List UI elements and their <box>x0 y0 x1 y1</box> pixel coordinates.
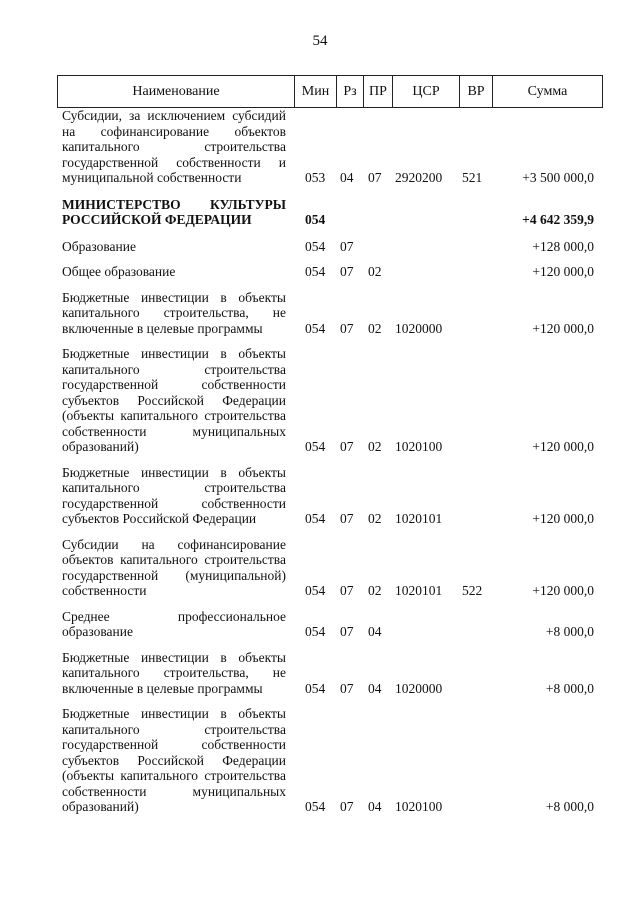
row-min: 054 <box>305 264 326 279</box>
row-sum: +8 000,0 <box>545 624 594 639</box>
table-row <box>62 290 598 337</box>
row-rz: 07 <box>340 439 354 454</box>
row-vr: 521 <box>462 170 483 185</box>
row-sum: +8 000,0 <box>545 799 594 814</box>
row-pr: 04 <box>368 680 382 696</box>
row-pr: 02 <box>368 264 382 279</box>
row-name: Субсидии, за исключением субсидий на софинансирование объектов капитального строительства государственной собственности и муниципальной собственности <box>62 108 286 185</box>
row-rz: 07 <box>340 511 354 526</box>
table-row <box>62 537 598 599</box>
header-rz: Рз <box>337 76 364 107</box>
row-name: Общее образование <box>62 264 176 279</box>
table-row <box>62 706 598 815</box>
table-body <box>62 108 598 815</box>
row-rz: 04 <box>340 170 354 185</box>
row-name: Бюджетные инвестиции в объекты капитального строительства государственной собственности субъектов Российской Федерации <box>62 464 286 526</box>
row-csr: 1020101 <box>395 583 443 598</box>
row-sum: +120 000,0 <box>532 511 594 526</box>
table-row <box>62 108 598 186</box>
row-name: Бюджетные инвестиции в объекты капитального строительства государственной собственности субъектов Российской Федерации (объекты капитального строительства собственности муниципальных образований) <box>62 346 286 454</box>
row-min: 054 <box>305 439 326 454</box>
row-name: МИНИСТЕРСТВО КУЛЬТУРЫ РОССИЙСКОЙ ФЕДЕРАЦИИ <box>62 196 286 227</box>
row-min: 054 <box>305 799 326 814</box>
row-csr: 1020000 <box>395 320 443 336</box>
row-rz: 07 <box>340 583 354 598</box>
row-sum: +3 500 000,0 <box>522 170 594 185</box>
row-name: Субсидии на софинансирование объектов капитального строительства государственной (муниципальной) собственности <box>62 536 286 598</box>
row-csr: 1020100 <box>395 799 443 814</box>
table-row <box>62 609 598 640</box>
row-min: 054 <box>305 238 326 254</box>
table-row <box>62 239 598 255</box>
header-vr: ВР <box>460 76 493 107</box>
row-sum: +4 642 359,9 <box>522 212 594 227</box>
header-sum: Сумма <box>527 84 568 99</box>
table-header <box>57 75 603 108</box>
row-name: Бюджетные инвестиции в объекты капитального строительства, не включенные в целевые программы <box>62 649 286 696</box>
row-csr: 1020100 <box>395 439 443 454</box>
row-sum: +120 000,0 <box>532 320 594 336</box>
row-min: 054 <box>305 680 326 696</box>
table-row <box>62 197 598 228</box>
row-min: 054 <box>305 320 326 336</box>
header-min: Мин <box>295 76 337 107</box>
row-sum: +120 000,0 <box>532 264 594 279</box>
row-min: 054 <box>305 212 326 227</box>
row-min: 054 <box>305 583 326 598</box>
row-min: 053 <box>305 170 326 185</box>
header-name: Наименование <box>58 76 295 107</box>
row-rz: 07 <box>340 264 354 279</box>
row-csr: 1020000 <box>395 680 443 696</box>
header-pr: ПР <box>364 76 393 107</box>
row-rz: 07 <box>340 624 354 639</box>
row-sum: +128 000,0 <box>532 238 594 254</box>
row-pr: 07 <box>368 170 382 185</box>
table-row <box>62 465 598 527</box>
row-name: Бюджетные инвестиции в объекты капитального строительства, не включенные в целевые программы <box>62 289 286 336</box>
page-number: 54 <box>312 33 328 49</box>
row-sum: +120 000,0 <box>532 583 594 598</box>
row-name: Бюджетные инвестиции в объекты капитального строительства государственной собственности субъектов Российской Федерации (объекты капитального строительства собственности муниципальных образований) <box>62 706 286 814</box>
row-rz: 07 <box>340 320 354 336</box>
row-name: Среднее профессиональное образование <box>62 608 286 639</box>
row-pr: 04 <box>368 799 382 814</box>
table-row <box>62 264 598 280</box>
row-name: Образование <box>62 238 136 254</box>
row-min: 054 <box>305 624 326 639</box>
row-sum: +120 000,0 <box>532 439 594 454</box>
header-csr: ЦСР <box>393 76 460 107</box>
table-row <box>62 650 598 697</box>
row-csr: 2920200 <box>395 170 443 185</box>
row-pr: 04 <box>368 624 382 639</box>
table-row <box>62 346 598 455</box>
row-pr: 02 <box>368 511 382 526</box>
row-sum: +8 000,0 <box>545 680 594 696</box>
row-pr: 02 <box>368 320 382 336</box>
row-pr: 02 <box>368 583 382 598</box>
row-csr: 1020101 <box>395 511 443 526</box>
row-pr: 02 <box>368 439 382 454</box>
row-rz: 07 <box>340 680 354 696</box>
row-rz: 07 <box>340 238 354 254</box>
row-vr: 522 <box>462 583 483 598</box>
row-min: 054 <box>305 511 326 526</box>
row-rz: 07 <box>340 799 354 814</box>
